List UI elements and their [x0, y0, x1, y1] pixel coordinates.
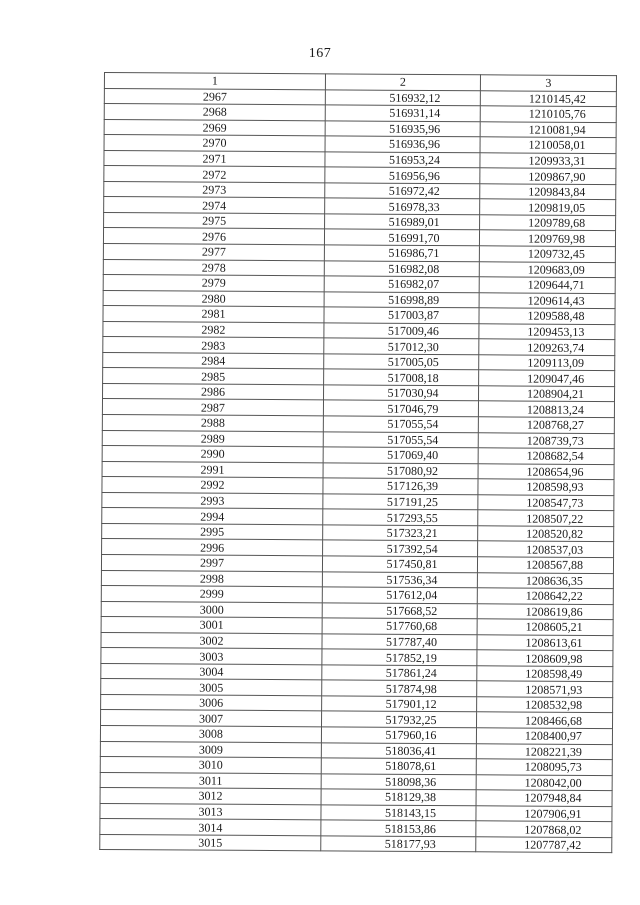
point-number-cell: 2993 [102, 492, 323, 509]
y-coordinate-cell: 1207787,42 [476, 837, 612, 853]
y-coordinate-cell: 1208507,22 [478, 510, 614, 526]
y-coordinate-cell: 1210145,42 [480, 90, 616, 106]
page-number: 167 [308, 46, 332, 61]
x-coordinate-cell: 517126,39 [323, 478, 478, 494]
x-coordinate-cell: 518098,36 [321, 773, 476, 789]
x-coordinate-cell: 516986,71 [324, 245, 479, 261]
point-number-cell: 3005 [101, 679, 322, 696]
y-coordinate-cell: 1208466,68 [477, 712, 613, 728]
y-coordinate-cell: 1208904,21 [478, 386, 614, 402]
coordinates-table [99, 72, 617, 853]
y-coordinate-cell: 1209453,13 [479, 324, 615, 340]
point-number-cell: 2999 [101, 586, 322, 603]
point-number-cell: 3007 [101, 710, 322, 727]
y-coordinate-cell: 1208532,98 [477, 697, 613, 713]
x-coordinate-cell: 518129,38 [321, 789, 476, 805]
x-coordinate-cell: 517191,25 [323, 494, 478, 510]
point-number-cell: 2997 [101, 554, 322, 571]
table-body [100, 88, 617, 853]
y-coordinate-cell: 1210058,01 [480, 137, 616, 153]
y-coordinate-cell: 1209843,84 [480, 184, 616, 200]
y-coordinate-cell: 1209769,98 [479, 230, 615, 246]
point-number-cell: 3013 [100, 803, 321, 820]
x-coordinate-cell: 516956,96 [325, 167, 480, 183]
point-number-cell: 2977 [103, 244, 324, 261]
point-number-cell: 2992 [102, 477, 323, 494]
x-coordinate-cell: 516972,42 [325, 183, 480, 199]
point-number-cell: 2998 [101, 570, 322, 587]
y-coordinate-cell: 1208613,61 [477, 634, 613, 650]
point-number-cell: 2985 [103, 368, 324, 385]
x-coordinate-cell: 517450,81 [322, 556, 477, 572]
x-coordinate-cell: 517901,12 [322, 696, 477, 712]
y-coordinate-cell: 1208768,27 [478, 417, 614, 433]
point-number-cell: 3012 [100, 788, 321, 805]
x-coordinate-cell: 516989,01 [325, 214, 480, 230]
y-coordinate-cell: 1208682,54 [478, 448, 614, 464]
point-number-cell: 2987 [102, 399, 323, 416]
point-number-cell: 3004 [101, 663, 322, 680]
point-number-cell: 2996 [102, 539, 323, 556]
x-coordinate-cell: 517852,19 [322, 649, 477, 665]
x-coordinate-cell: 517008,18 [324, 369, 479, 385]
x-coordinate-cell: 517030,94 [323, 385, 478, 401]
column-header-1: 1 [104, 73, 325, 90]
x-coordinate-cell: 516991,70 [324, 229, 479, 245]
point-number-cell: 2989 [102, 430, 323, 447]
y-coordinate-cell: 1209683,09 [479, 261, 615, 277]
x-coordinate-cell: 517055,54 [323, 431, 478, 447]
y-coordinate-cell: 1209867,90 [480, 168, 616, 184]
x-coordinate-cell: 517012,30 [324, 338, 479, 354]
y-coordinate-cell: 1208537,03 [478, 541, 614, 557]
point-number-cell: 3008 [100, 725, 321, 742]
point-number-cell: 2981 [103, 306, 324, 323]
x-coordinate-cell: 518177,93 [321, 836, 476, 852]
point-number-cell: 2974 [104, 197, 325, 214]
y-coordinate-cell: 1208598,49 [477, 666, 613, 682]
point-number-cell: 2976 [103, 228, 324, 245]
y-coordinate-cell: 1208567,88 [477, 557, 613, 573]
y-coordinate-cell: 1208598,93 [478, 479, 614, 495]
y-coordinate-cell: 1208654,96 [478, 463, 614, 479]
x-coordinate-cell: 517046,79 [323, 400, 478, 416]
point-number-cell: 2969 [104, 119, 325, 136]
y-coordinate-cell: 1209263,74 [479, 339, 615, 355]
point-number-cell: 2979 [103, 275, 324, 292]
x-coordinate-cell: 516931,14 [325, 105, 480, 121]
point-number-cell: 2968 [104, 104, 325, 121]
y-coordinate-cell: 1208642,22 [477, 588, 613, 604]
point-number-cell: 2982 [103, 321, 324, 338]
x-coordinate-cell: 517668,52 [322, 602, 477, 618]
x-coordinate-cell: 518153,86 [321, 820, 476, 836]
point-number-cell: 2984 [103, 352, 324, 369]
x-coordinate-cell: 517392,54 [323, 540, 478, 556]
point-number-cell: 2970 [104, 135, 325, 152]
x-coordinate-cell: 517069,40 [323, 447, 478, 463]
point-number-cell: 2978 [103, 259, 324, 276]
x-coordinate-cell: 516978,33 [325, 198, 480, 214]
x-coordinate-cell: 517787,40 [322, 634, 477, 650]
x-coordinate-cell: 517874,98 [322, 680, 477, 696]
x-coordinate-cell: 516953,24 [325, 152, 480, 168]
point-number-cell: 2972 [104, 166, 325, 183]
x-coordinate-cell: 517960,16 [321, 727, 476, 743]
y-coordinate-cell: 1209819,05 [480, 199, 616, 215]
y-coordinate-cell: 1208739,73 [478, 432, 614, 448]
point-number-cell: 2991 [102, 461, 323, 478]
point-number-cell: 3000 [101, 601, 322, 618]
y-coordinate-cell: 1207906,91 [476, 805, 612, 821]
y-coordinate-cell: 1208813,24 [478, 401, 614, 417]
point-number-cell: 2995 [102, 523, 323, 540]
y-coordinate-cell: 1208619,86 [477, 603, 613, 619]
y-coordinate-cell: 1207868,02 [476, 821, 612, 837]
x-coordinate-cell: 517760,68 [322, 618, 477, 634]
y-coordinate-cell: 1208095,73 [476, 759, 612, 775]
point-number-cell: 3014 [100, 819, 321, 836]
y-coordinate-cell: 1208042,00 [476, 774, 612, 790]
column-header-3: 3 [480, 75, 616, 91]
x-coordinate-cell: 516982,08 [324, 260, 479, 276]
x-coordinate-cell: 517861,24 [322, 665, 477, 681]
y-coordinate-cell: 1208547,73 [478, 495, 614, 511]
point-number-cell: 3001 [101, 617, 322, 634]
x-coordinate-cell: 517323,21 [323, 525, 478, 541]
point-number-cell: 3010 [100, 757, 321, 774]
point-number-cell: 2990 [102, 446, 323, 463]
point-number-cell: 2983 [103, 337, 324, 354]
point-number-cell: 2967 [104, 88, 325, 105]
y-coordinate-cell: 1208400,97 [476, 728, 612, 744]
x-coordinate-cell: 517055,54 [323, 416, 478, 432]
x-coordinate-cell: 518036,41 [321, 742, 476, 758]
coordinates-table-wrapper [99, 72, 616, 853]
y-coordinate-cell: 1209047,46 [479, 370, 615, 386]
y-coordinate-cell: 1208609,98 [477, 650, 613, 666]
x-coordinate-cell: 517080,92 [323, 463, 478, 479]
y-coordinate-cell: 1209588,48 [479, 308, 615, 324]
y-coordinate-cell: 1208636,35 [477, 572, 613, 588]
point-number-cell: 2988 [102, 415, 323, 432]
point-number-cell: 2971 [104, 150, 325, 167]
x-coordinate-cell: 517003,87 [324, 307, 479, 323]
y-coordinate-cell: 1207948,84 [476, 790, 612, 806]
x-coordinate-cell: 516935,96 [325, 120, 480, 136]
point-number-cell: 2980 [103, 290, 324, 307]
y-coordinate-cell: 1209644,71 [479, 277, 615, 293]
x-coordinate-cell: 518078,61 [321, 758, 476, 774]
y-coordinate-cell: 1210081,94 [480, 121, 616, 137]
column-header-2: 2 [325, 74, 480, 90]
x-coordinate-cell: 517536,34 [322, 571, 477, 587]
x-coordinate-cell: 517005,05 [324, 354, 479, 370]
x-coordinate-cell: 516936,96 [325, 136, 480, 152]
x-coordinate-cell: 517612,04 [322, 587, 477, 603]
y-coordinate-cell: 1208571,93 [477, 681, 613, 697]
point-number-cell: 2973 [104, 181, 325, 198]
point-number-cell: 2975 [104, 212, 325, 229]
x-coordinate-cell: 516932,12 [325, 89, 480, 105]
x-coordinate-cell: 517932,25 [322, 711, 477, 727]
point-number-cell: 3011 [100, 772, 321, 789]
point-number-cell: 3015 [100, 834, 321, 851]
point-number-cell: 3003 [101, 648, 322, 665]
table-row [100, 834, 612, 853]
point-number-cell: 3002 [101, 632, 322, 649]
y-coordinate-cell: 1209614,43 [479, 292, 615, 308]
y-coordinate-cell: 1209789,68 [480, 215, 616, 231]
point-number-cell: 3006 [101, 694, 322, 711]
y-coordinate-cell: 1209732,45 [479, 246, 615, 262]
x-coordinate-cell: 517009,46 [324, 323, 479, 339]
point-number-cell: 2994 [102, 508, 323, 525]
x-coordinate-cell: 518143,15 [321, 805, 476, 821]
point-number-cell: 3009 [100, 741, 321, 758]
y-coordinate-cell: 1208605,21 [477, 619, 613, 635]
y-coordinate-cell: 1208520,82 [478, 526, 614, 542]
x-coordinate-cell: 517293,55 [323, 509, 478, 525]
y-coordinate-cell: 1209933,31 [480, 153, 616, 169]
x-coordinate-cell: 516998,89 [324, 292, 479, 308]
x-coordinate-cell: 516982,07 [324, 276, 479, 292]
y-coordinate-cell: 1209113,09 [479, 355, 615, 371]
y-coordinate-cell: 1208221,39 [476, 743, 612, 759]
y-coordinate-cell: 1210105,76 [480, 106, 616, 122]
point-number-cell: 2986 [103, 383, 324, 400]
